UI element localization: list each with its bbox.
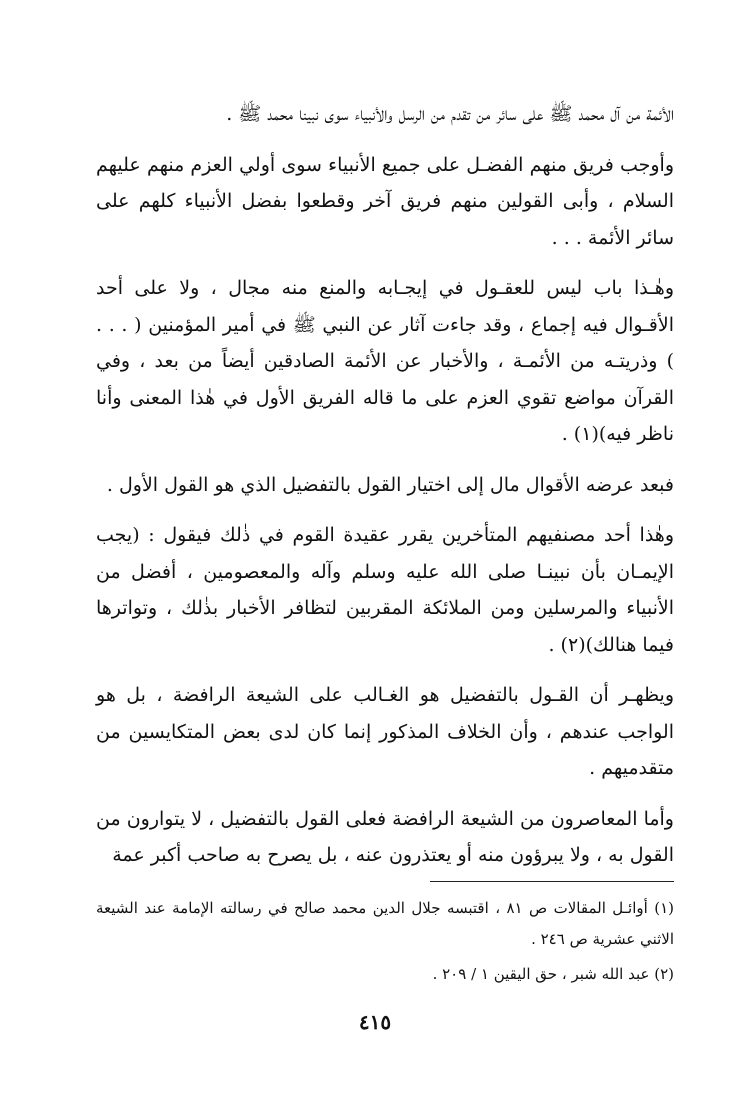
paragraph-6: ويظهـر أن القـول بالتفضيل هو الغـالب على الشيعة الرافضة ، بل هو الواجب عندهم ، وأن الخلاف المذكور إنما كان لدى بعض المتكايسين من متقدميهم . <box>96 684 674 779</box>
page-number: ٤١٥ <box>358 1010 392 1034</box>
paragraph-4: فبعد عرضه الأقوال مال إلى اختيار القول بالتفضيل الذي هو القول الأول . <box>106 473 674 496</box>
paragraph-7: وأما المعاصرون من الشيعة الرافضة فعلى القول بالتفضيل ، لا يتوارون من القول به ، ولا يبرؤون منه أو يعتذرون عنه ، بل يصرح به صاحب أكبر عمة <box>96 807 674 866</box>
paragraph-2: وأوجب فريق منهم الفضـل على جميع الأنبياء سوى أولي العزم منهم عليهم السلام ، وأبى القولين منهم فريق آخر وقطعوا بفضل الأنبياء كلهم على سائر الأئمة . . . <box>96 153 674 249</box>
main-text <box>96 96 674 888</box>
paragraph-3: وهٰـذا باب ليس للعقـول في إيجـابه والمنع منه مجال ، ولا على أحد الأقـوال فيه إجماع ، وقد جاءت آثار عن النبي ﷺ في أمير المؤمنين ( . . . ) وذريتـه من الأئمـة ، والأخبار عن الأئمة الصادقين أيضاً من بعد ، وفي القرآن مواضع تقوي العزم على ما قاله الفريق الأول في هٰذا المعنى وأنا ناظر فيه)(١) . <box>96 277 674 445</box>
footnote-2: (٢) عبد الله شبر ، حق اليقين ١ / ٢٠٩ . <box>432 965 674 983</box>
footnote-1: (١) أوائـل المقالات ص ٨١ ، اقتبسه جلال الدين محمد صالح في رسالته الإمامة عند الشيعة الاثني عشرية ص ٢٤٦ . <box>96 899 675 948</box>
paragraph-1: الأئمة من آل محمد ﷺ على سائر من تقدم من الرسل والأنبياء سوى نبينا محمد ﷺ . <box>226 103 674 125</box>
paragraph-5: وهٰذا أحد مصنفيهم المتأخرين يقرر عقيدة القوم في ذٰلك فيقول : (يجب الإيمـان بأن نبينـا صلى الله عليه وسلم وآله والمعصومين ، أفضل من الأنبياء والمرسلين ومن الملائكة المقربين لتظافر الأخبار بذٰلك ، وتواترها فيما هنالك)(٢) . <box>96 524 674 656</box>
footnote-divider <box>430 881 674 882</box>
footnotes <box>96 893 674 994</box>
